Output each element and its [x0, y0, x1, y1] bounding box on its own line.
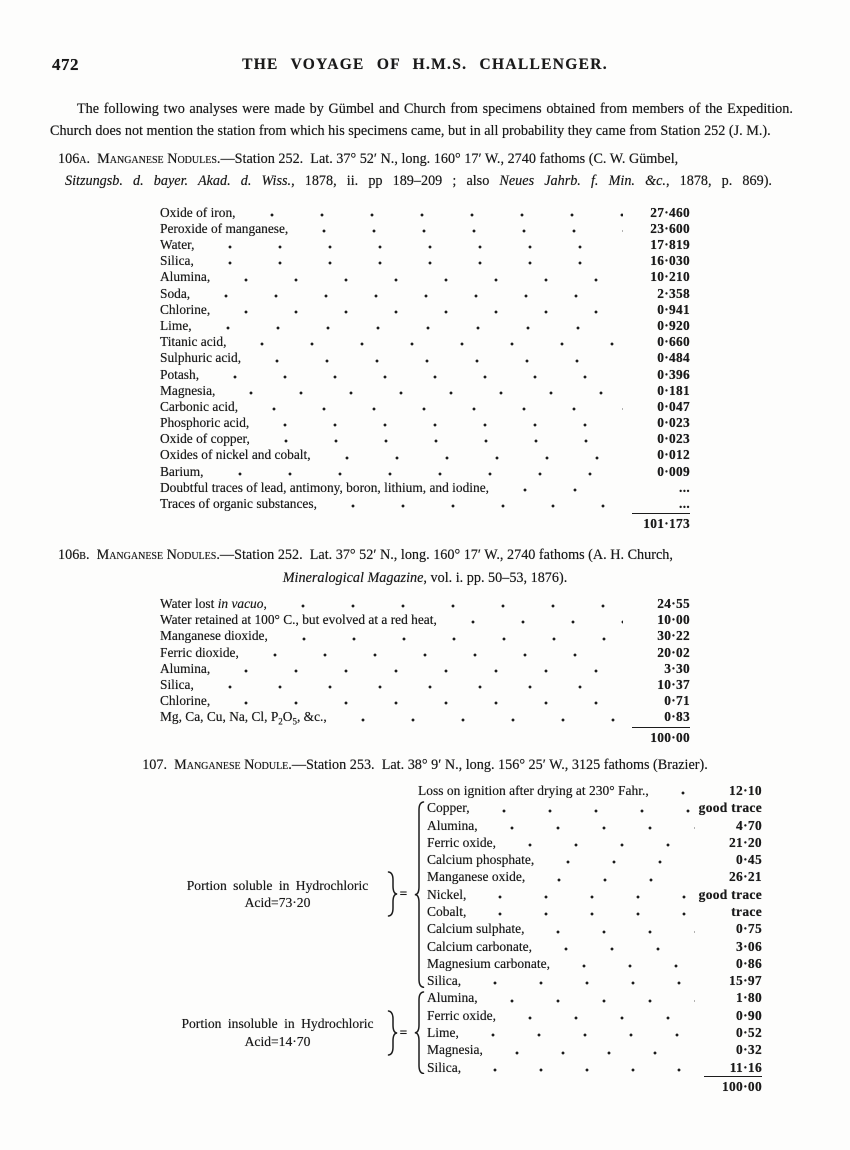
label-part: Ferric oxide,: [427, 834, 496, 850]
label-part: Calcium sulphate,: [427, 921, 525, 937]
substance-label: [160, 464, 204, 480]
dot-leader: [488, 1041, 695, 1058]
substance-label: [160, 612, 437, 628]
dot-leader: [220, 383, 623, 399]
table-row: [160, 693, 690, 709]
substance-value: 11·16: [729, 1059, 762, 1075]
substance-value: 0·660: [657, 334, 690, 350]
substance-label: [160, 318, 192, 334]
heading-text: —Station 253. Lat. 38° 9′ N., long. 156° 25′ W., 3125 fathoms (Brazier).: [291, 756, 708, 773]
heading-text: —Station 252. Lat. 37° 52′ N., long. 160° 17′ W., 2740 fathoms (A. H. Church,: [219, 547, 673, 564]
dot-leader: [199, 677, 623, 693]
substance-value: 0·90: [736, 1007, 762, 1023]
substance-value: 17·819: [650, 237, 690, 252]
label-part: ,: [263, 596, 267, 611]
substance-label: [160, 709, 327, 725]
table-total-row: [418, 1076, 762, 1096]
dot-leader: [466, 1059, 695, 1076]
substance-label: [160, 415, 249, 431]
dot-leader: [442, 612, 623, 628]
table-row: [160, 399, 690, 415]
label-part: Magnesium carbonate,: [427, 955, 550, 971]
table-row: [160, 677, 690, 693]
substance-label: [160, 383, 215, 399]
dot-leader: [316, 447, 623, 463]
substance-value: 16·030: [650, 253, 690, 269]
table-row: [427, 955, 762, 972]
page-number: 472: [52, 55, 79, 74]
label-part: Calcium phosphate,: [427, 852, 535, 868]
dot-leader: [293, 221, 623, 237]
table-row: [160, 205, 690, 221]
section-heading-107: [50, 754, 800, 776]
substance-label: [160, 596, 267, 612]
dot-leader: [530, 868, 695, 885]
group-brace: [414, 991, 427, 1075]
label-part: Potash,: [160, 366, 200, 382]
heading-line-1: [58, 544, 800, 566]
dot-leader: [215, 661, 623, 677]
citation-title: Sitzungsb. d. bayer. Akad. d. Wiss.: [65, 173, 292, 190]
substance-label: [427, 1059, 461, 1076]
table-row: [160, 237, 690, 253]
portion-group: [175, 989, 762, 1075]
substance-value: 0·86: [736, 955, 762, 971]
substance-label: [427, 972, 461, 989]
total-value: 100·00: [704, 1076, 762, 1096]
dot-leader: [483, 817, 695, 834]
label-part: Soda,: [160, 285, 191, 301]
table-row: [160, 350, 690, 366]
substance-label: [427, 851, 534, 868]
table-row: [427, 851, 762, 868]
table-row: [160, 383, 690, 399]
substance-label: [160, 237, 194, 253]
substance-value: 0·920: [657, 317, 690, 333]
substance-label: [427, 938, 532, 955]
table-row: [160, 464, 690, 480]
dot-leader: [471, 886, 689, 903]
section-name: Manganese Nodules.: [89, 547, 220, 564]
dot-leader: [204, 367, 623, 383]
substance-value: ...: [679, 479, 690, 495]
substance-label: [160, 677, 194, 693]
substance-label: [160, 350, 241, 366]
table-row: [418, 782, 762, 799]
table-row: [427, 972, 762, 989]
label-part: Lime,: [160, 317, 192, 333]
dot-leader: [501, 834, 695, 851]
label-part: Silica,: [427, 973, 462, 989]
substance-label: [160, 221, 288, 237]
dot-leader: [464, 1024, 695, 1041]
substance-value: 0·047: [657, 398, 690, 414]
table-row: [427, 903, 762, 920]
dot-leader: [254, 415, 623, 431]
label-part: Titanic acid,: [160, 334, 227, 350]
substance-value: 0·32: [736, 1042, 762, 1058]
table-row: [427, 868, 762, 885]
section-number: 107.: [142, 756, 168, 773]
section-heading-106b: [50, 544, 800, 589]
heading-line-2: [65, 170, 772, 192]
label-part: Alumina,: [427, 990, 478, 1006]
table-row: [160, 645, 690, 661]
dot-leader: [539, 851, 695, 868]
label-part: O: [282, 709, 293, 725]
label-part: Oxide of iron,: [160, 204, 236, 220]
table-row: [160, 480, 690, 496]
portion-caption-line: Acid=14·70: [244, 1033, 311, 1049]
substance-value: 0·484: [657, 350, 690, 366]
substance-label: [418, 782, 649, 799]
group-rows: [427, 799, 762, 989]
substance-label: [160, 286, 190, 302]
label-part: Ferric oxide,: [427, 1007, 496, 1023]
subscript: 2: [278, 716, 283, 727]
label-part: Alumina,: [160, 660, 211, 676]
dot-leader: [272, 596, 623, 612]
label-part: Sulphuric acid,: [160, 350, 242, 366]
substance-label: [427, 868, 525, 885]
label-part: Magnesia,: [427, 1042, 483, 1058]
citation-text: , 1878, ii. pp 189–209 ; also: [291, 173, 500, 190]
opening-brace-icon: [414, 801, 425, 988]
dot-leader: [246, 350, 623, 366]
label-part: Oxides of nickel and cobalt,: [160, 447, 311, 463]
substance-label: [427, 886, 466, 903]
table-row: [160, 415, 690, 431]
substance-label: [427, 817, 478, 834]
table-row: [160, 431, 690, 447]
substance-value: 20·02: [657, 644, 690, 660]
substance-value: 27·460: [650, 204, 690, 220]
substance-label: [427, 1024, 459, 1041]
table-row: [427, 1007, 762, 1024]
dot-leader: [466, 972, 695, 989]
label-part: Traces of organic substances,: [160, 496, 317, 511]
dot-leader: [231, 334, 623, 350]
table-row: [427, 886, 762, 903]
substance-value: ...: [679, 496, 690, 511]
substance-value: 30·22: [657, 628, 690, 644]
dot-leader: [215, 269, 623, 285]
heading-line-2: [50, 567, 800, 589]
citation-text: , vol. i. pp. 50–53, 1876).: [423, 569, 568, 586]
substance-value: 24·55: [657, 596, 690, 611]
table-total-row: [160, 513, 690, 532]
substance-value: 0·009: [657, 463, 690, 479]
substance-value: 15·97: [728, 973, 762, 989]
portion-caption-line: Portion insoluble in Hydrochloric: [181, 1016, 374, 1032]
label-part: Manganese oxide,: [427, 869, 526, 885]
table-row: [160, 334, 690, 350]
label-part: Calcium carbonate,: [427, 938, 532, 954]
table-row: [427, 989, 762, 1006]
portion-group: [175, 799, 762, 989]
dot-leader: [241, 205, 624, 221]
table-row: [427, 1059, 762, 1076]
subscript: 5: [292, 716, 297, 727]
label-part: Peroxide of manganese,: [160, 220, 289, 236]
table-row: [160, 221, 690, 237]
group-rows: [427, 989, 762, 1075]
table-row: [160, 612, 690, 628]
citation-text: , 1878, p. 869).: [665, 173, 772, 190]
table-row: [427, 938, 762, 955]
substance-label: [160, 431, 250, 447]
label-part: Nickel,: [427, 886, 467, 902]
table-row: [160, 447, 690, 463]
label-part: Loss on ignition after drying at 230° Fahr.,: [418, 782, 649, 798]
substance-label: [160, 399, 238, 415]
table-row: [160, 709, 690, 725]
label-part: Mg, Ca, Cu, Na, Cl, P: [160, 709, 279, 725]
label-part: Water lost: [160, 596, 218, 611]
dot-leader: [273, 628, 623, 644]
substance-value: 0·396: [657, 366, 690, 382]
analysis-table-106a: [160, 205, 690, 533]
label-part: Manganese dioxide,: [160, 628, 268, 644]
opening-brace-icon: [414, 991, 425, 1075]
label-part: Chlorine,: [160, 301, 211, 317]
analysis-table-107: [175, 782, 762, 1096]
substance-value: 10·00: [657, 612, 690, 628]
closing-brace-icon: [387, 1010, 398, 1056]
table-row: [427, 799, 762, 816]
substance-label: [160, 205, 236, 221]
label-part: Carbonic acid,: [160, 398, 239, 414]
section-name: Manganese Nodule.: [167, 756, 292, 773]
substance-label: [427, 834, 496, 851]
equals-sign: =: [399, 886, 408, 902]
substance-value: 0·181: [657, 382, 690, 398]
total-value: 100·00: [632, 727, 690, 746]
substance-value: 12·10: [728, 782, 762, 798]
substance-value: 21·20: [728, 834, 762, 850]
page-header: [50, 56, 800, 78]
dot-leader: [494, 480, 623, 496]
substance-value: 0·45: [736, 852, 762, 868]
label-part: Phosphoric acid,: [160, 415, 250, 431]
substance-value: 0·83: [664, 709, 690, 725]
dot-leader: [243, 399, 623, 415]
dot-leader: [555, 955, 695, 972]
table-row: [160, 628, 690, 644]
substance-value: 10·210: [650, 269, 690, 285]
italic-label-part: in vacuo: [217, 596, 264, 611]
dot-leader: [322, 496, 623, 512]
dot-leader: [501, 1007, 695, 1024]
table-row: [160, 302, 690, 318]
substance-label: [160, 661, 210, 677]
portion-caption: [175, 1015, 380, 1050]
dot-leader: [199, 237, 623, 253]
label-part: , &c.,: [296, 709, 327, 725]
table-row: [427, 1041, 762, 1058]
group-brace: [414, 801, 427, 988]
table-row: [160, 661, 690, 677]
dot-leader: [471, 903, 695, 920]
dot-leader: [197, 318, 623, 334]
table-row: [427, 1024, 762, 1041]
table-row: [160, 496, 690, 512]
label-part: Alumina,: [427, 817, 478, 833]
substance-label: [427, 920, 524, 937]
portion-caption-line: Acid=73·20: [244, 895, 311, 911]
dot-leader: [483, 989, 695, 1006]
substance-value: 3·30: [664, 660, 690, 676]
substance-value: 10·37: [657, 676, 690, 692]
substance-label: [427, 955, 550, 972]
label-part: Doubtful traces of lead, antimony, boron, lithium, and iodine,: [160, 479, 489, 495]
substance-value: 0·023: [657, 431, 690, 447]
dot-leader: [332, 709, 623, 725]
substance-value: 0·941: [657, 301, 690, 317]
substance-label: [160, 480, 489, 496]
dot-leader: [199, 253, 623, 269]
table-row: [427, 834, 762, 851]
dot-leader: [255, 431, 623, 447]
substance-label: [160, 447, 311, 463]
substance-label: [160, 496, 317, 512]
dot-leader: [244, 645, 623, 661]
substance-value: 4·70: [736, 817, 762, 833]
substance-label: [160, 334, 226, 350]
dot-leader: [209, 464, 623, 480]
dot-leader: [654, 782, 695, 799]
caption-brace-joiner: [380, 871, 414, 917]
label-part: Lime,: [427, 1025, 459, 1041]
label-part: Water retained at 100° C., but evolved at a red heat,: [160, 612, 437, 628]
substance-label: [427, 799, 470, 816]
table-total-row: [160, 727, 690, 746]
substance-value: good trace: [698, 800, 762, 816]
substance-value: 26·21: [728, 869, 762, 885]
loss-on-ignition-row: [418, 782, 762, 799]
dot-leader: [215, 302, 623, 318]
table-row: [427, 817, 762, 834]
label-part: Silica,: [427, 1059, 462, 1075]
section-number: 106b.: [58, 547, 90, 564]
label-part: Oxide of copper,: [160, 431, 250, 447]
substance-value: 0·71: [664, 693, 690, 709]
substance-label: [160, 269, 210, 285]
substance-value: trace: [731, 903, 762, 919]
substance-label: [160, 628, 268, 644]
substance-value: 3·06: [736, 938, 762, 954]
substance-value: 0·023: [657, 415, 690, 431]
substance-label: [427, 903, 466, 920]
label-part: Water,: [160, 237, 195, 252]
dot-leader: [537, 938, 695, 955]
label-part: Alumina,: [160, 269, 211, 285]
substance-value: 0·52: [736, 1025, 762, 1041]
portion-caption: [175, 877, 380, 912]
label-part: Ferric dioxide,: [160, 644, 239, 660]
substance-label: [160, 693, 210, 709]
table-row: [160, 269, 690, 285]
substance-value: 23·600: [650, 220, 690, 236]
citation-title: Mineralogical Magazine: [282, 569, 424, 586]
substance-value: 1·80: [736, 990, 762, 1006]
running-title: THE VOYAGE OF H.M.S. CHALLENGER.: [242, 56, 608, 73]
substance-value: 2·358: [657, 285, 690, 301]
citation-title: Neues Jahrb. f. Min. &c.: [499, 173, 666, 190]
label-part: Chlorine,: [160, 693, 211, 709]
equals-sign: =: [399, 1024, 408, 1040]
label-part: Silica,: [160, 676, 194, 692]
label-part: Copper,: [427, 800, 470, 816]
substance-value: good trace: [698, 886, 762, 902]
section-number: 106a.: [58, 150, 91, 167]
total-value: 101·173: [632, 513, 690, 532]
portion-caption-line: Portion soluble in Hydrochloric: [186, 877, 369, 893]
heading-text: —Station 252. Lat. 37° 52′ N., long. 160° 17′ W., 2740 fathoms (C. W. Gümbel,: [220, 150, 679, 167]
analysis-table-106b: [160, 596, 690, 746]
substance-label: [160, 645, 239, 661]
label-part: Barium,: [160, 463, 204, 479]
heading-line-1: [58, 148, 800, 170]
dot-leader: [215, 693, 623, 709]
substance-label: [427, 1041, 483, 1058]
substance-label: [160, 253, 194, 269]
substance-value: 0·012: [657, 447, 690, 463]
table-row: [160, 253, 690, 269]
table-row: [160, 318, 690, 334]
substance-label: [160, 302, 210, 318]
table-row: [160, 286, 690, 302]
substance-value: 0·75: [736, 921, 762, 937]
substance-label: [427, 1007, 496, 1024]
dot-leader: [529, 920, 695, 937]
substance-label: [427, 989, 478, 1006]
closing-brace-icon: [387, 871, 398, 917]
label-part: Silica,: [160, 253, 194, 269]
table-row: [160, 596, 690, 612]
dot-leader: [195, 286, 623, 302]
section-name: Manganese Nodules.: [90, 150, 221, 167]
label-part: Cobalt,: [427, 903, 467, 919]
dot-leader: [475, 799, 690, 816]
caption-brace-joiner: [380, 1010, 414, 1056]
section-heading-106a: [50, 148, 800, 193]
substance-label: [160, 367, 199, 383]
label-part: Magnesia,: [160, 382, 216, 398]
intro-paragraph: The following two analyses were made by Gümbel and Church from specimens obtained from members of the Expedition. Church does not mention the station from which his specimens came, but in all probability they came from Station 252 (J. M.).: [50, 101, 800, 140]
table-row: [160, 367, 690, 383]
table-row: [427, 920, 762, 937]
